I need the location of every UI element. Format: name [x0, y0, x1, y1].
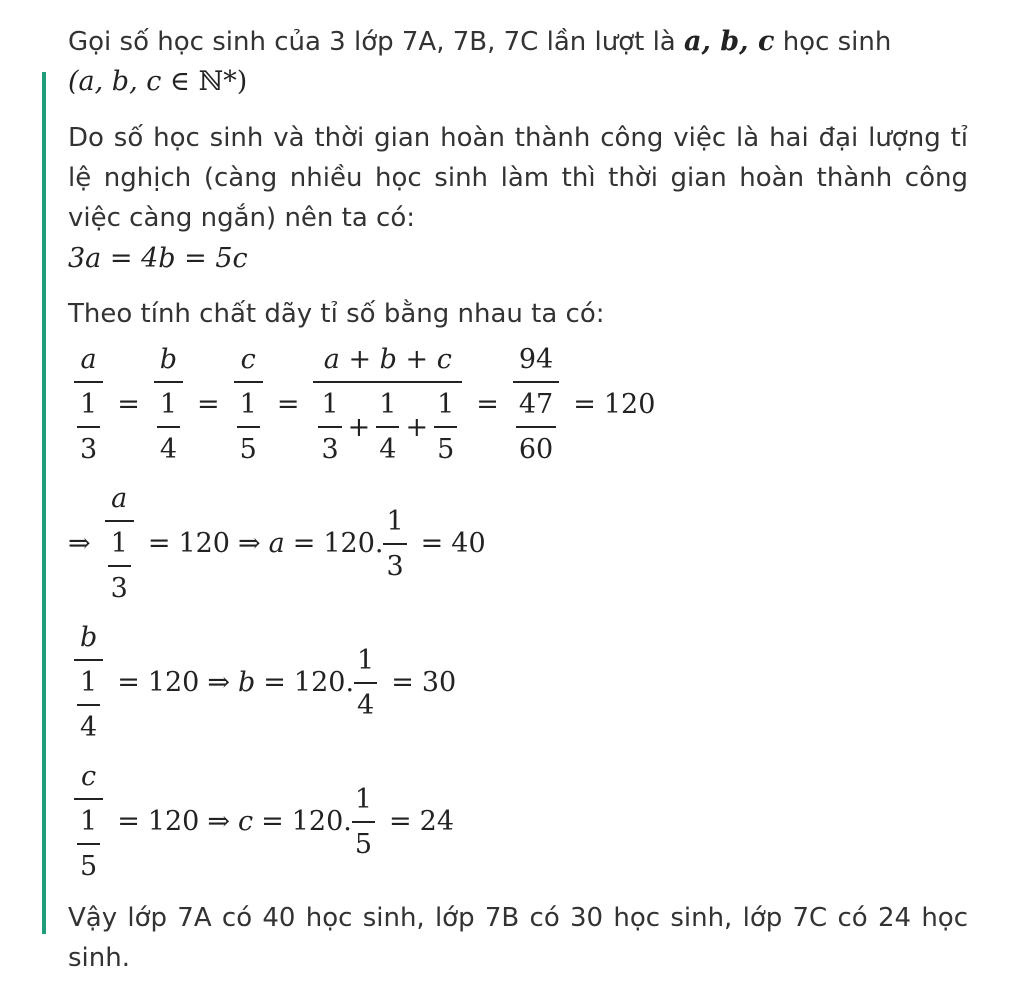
reason-paragraph — [68, 118, 968, 238]
property-text: Theo tính chất dãy tỉ số bằng nhau ta có: — [68, 299, 605, 329]
property-paragraph — [68, 294, 968, 334]
solution-content — [68, 22, 968, 978]
main-result: 120 — [603, 389, 656, 420]
intro-tail: học sinh — [782, 27, 892, 57]
fraction-b-over-quarter: $\frac{b}{\frac{1}{4}}$ — [154, 344, 183, 465]
conclusion-text: Vậy lớp 7A có 40 học sinh, lớp 7B có 30 học sinh, lớp 7C có 24 học sinh. — [68, 903, 968, 973]
answer-a: 40 — [451, 528, 486, 559]
intro-text: Gọi số học sinh của 3 lớp 7A, 7B, 7C lần lượt là — [68, 27, 676, 57]
derivation-b: $\frac{b}{\frac{1}{4}}$ = 120 ⇒ b = 120. $\frac{1}{4}$ = 30 — [68, 622, 968, 743]
intro-paragraph — [68, 22, 968, 102]
derivation-a: ⇒ $\frac{a}{\frac{1}{3}}$ = 120 ⇒ a = 120. $\frac{1}{3}$ = 40 — [68, 483, 486, 604]
derivation-c: $\frac{c}{\frac{1}{5}}$ = 120 ⇒ c = 120. $\frac{1}{5}$ = 24 — [68, 761, 968, 882]
answer-b: 30 — [421, 667, 457, 698]
intro-variables: a, b, c — [684, 26, 775, 57]
fraction-94-over: $\frac{94}{\frac{47}{60}}$ — [513, 344, 559, 465]
fraction-sum: a + b + c $\frac{1}{3}$ + $\frac{1}{4}$ + $\frac{1}{5}$ — [313, 344, 462, 465]
reason-text: Do số học sinh và thời gian hoàn thành công việc là hai đại lượng tỉ lệ nghịch (càng nhiều học sinh làm thì thời gian hoàn thành công việc càng ngắn) nên ta có: — [68, 123, 968, 233]
main-equation: $\frac{a}{\frac{1}{3}}$ = $\frac{b}{\frac{1}{4}}$ = $\frac{c}{\frac{1}{5}}$ = a + b + c $\frac{1}{3}$ + $\frac{1}{4}$ + $\frac{1}{5}$ = $\frac{94}{\frac{47}{60}}$ = 120 — [68, 344, 968, 465]
conclusion-paragraph — [68, 898, 968, 978]
answer-c: 24 — [419, 806, 455, 837]
fraction-c-over-fifth: $\frac{c}{\frac{1}{5}}$ — [234, 344, 263, 465]
blockquote-accent-bar — [42, 72, 46, 934]
fraction-a-over-third: $\frac{a}{\frac{1}{3}}$ — [74, 344, 103, 465]
intro-condition: (a, b, c ∈ ℕ*) — [68, 66, 248, 97]
ratio-equation: 3a = 4b = 5c — [68, 242, 248, 274]
